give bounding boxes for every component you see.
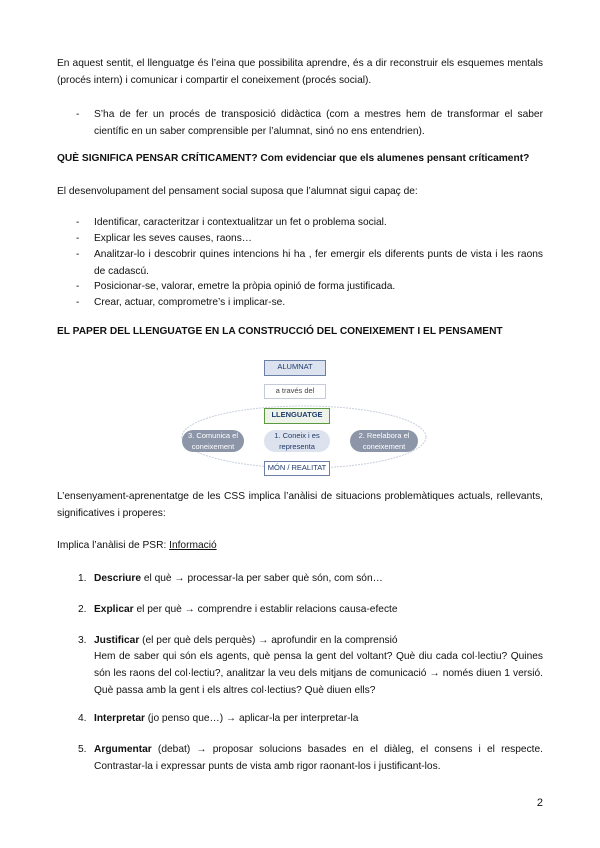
- bullet-dash: -: [76, 297, 80, 308]
- step-rest: (el per què dels perquès) → aprofundir en la comprensió: [139, 635, 398, 646]
- bullet-dash: -: [76, 249, 80, 260]
- intro-paragraph: En aquest sentit, el llenguatge és l’eina que possibilita aprendre, és a dir reconstruir els esquemes mentals (procés intern) i comunicar i compartir el coneixement (procés social).: [57, 58, 543, 86]
- body-paragraph: L’ensenyament-aprenentatge de les CSS implica l’anàlisi de situacions problemàtiques actuals, rellevants, significatives i properes:: [57, 491, 543, 519]
- step-text: [94, 601, 543, 618]
- step-rest: (jo penso que…) → aplicar-la per interpretar-la: [144, 713, 359, 724]
- bullet-dash: -: [76, 109, 80, 120]
- section1-item: Posicionar-se, valorar, emetre la pròpia opinió de forma justificada.: [94, 281, 396, 292]
- section2-heading: EL PAPER DEL LLENGUATGE EN LA CONSTRUCCIÓ DEL CONEIXEMENT I EL PENSAMENT: [57, 326, 503, 337]
- bullet-dash: -: [76, 233, 80, 244]
- intro-bullet: S’ha de fer un procés de transposició didàctica (com a mestres hem de transformar el saber científic en un saber comprensible per l’alumnat, sinó no ens entendrien).: [94, 109, 543, 137]
- comunica-node: 3. Comunica el coneixement: [182, 430, 244, 452]
- page-number: 2: [536, 797, 543, 809]
- step-term: Justificar: [94, 635, 140, 646]
- psr-line: [57, 537, 543, 554]
- step-text: [94, 710, 543, 727]
- reelabora-node: 2. Reelabora el coneixement: [350, 430, 418, 452]
- step-rest: el què → processar-la per saber què són, com són…: [141, 573, 383, 584]
- step-extra: Hem de saber qui són els agents, què pensa la gent del voltant? Què diu cada col·lectiu? Quines són les raons del col·lectiu?, analitzar la veu dels mitjans de comunicació → només diuen 1 versió. Què passa amb la gent i els altres col·lectius? Què diuen ells?: [94, 651, 543, 696]
- section1-heading: QUÈ SIGNIFICA PENSAR CRÍTICAMENT? Com evidenciar que els alumenes pensant críticament?: [57, 153, 530, 164]
- step-term: Interpretar: [94, 713, 145, 724]
- bullet-dash: -: [76, 217, 80, 228]
- llenguatge-box: LLENGUATGE: [264, 408, 330, 424]
- step-number: 4.: [78, 713, 87, 724]
- step-term: Descriure: [94, 573, 142, 584]
- step-term: Argumentar: [94, 744, 152, 755]
- psr-prefix: Implica l’anàlisi de PSR:: [57, 540, 170, 551]
- step-number: 2.: [78, 604, 87, 615]
- section1-item: Analitzar-lo i descobrir quines intencions hi ha , fer emergir els diferents punts de vista i les raons de cadascú.: [94, 249, 543, 277]
- step-number: 3.: [78, 635, 87, 646]
- step-term: Explicar: [94, 604, 134, 615]
- alumnat-box: ALUMNAT: [264, 360, 326, 376]
- step-number: 1.: [78, 573, 87, 584]
- section1-item: Crear, actuar, comprometre’s i implicar-se.: [94, 297, 286, 308]
- section1-lead: El desenvolupament del pensament social suposa que l’alumnat sigui capaç de:: [57, 186, 418, 197]
- coneix-node: 1. Coneix i es representa: [264, 430, 330, 452]
- atraves-box: a través del: [264, 384, 326, 399]
- language-diagram: [178, 357, 430, 477]
- section1-item: Explicar les seves causes, raons…: [94, 233, 252, 244]
- section1-item: Identificar, caracteritzar i contextualitzar un fet o problema social.: [94, 217, 387, 228]
- bullet-dash: -: [76, 281, 80, 292]
- step-rest: (debat) → proposar solucions basades en el diàleg, el consens i el respecte. Contrastar-la i expressar punts de vista amb rigor raonant-los i justificant-los.: [94, 744, 543, 772]
- step-text: [94, 632, 543, 649]
- psr-link: Informació: [169, 540, 217, 551]
- mon-realitat-box: MÓN / REALITAT: [264, 461, 330, 476]
- step-text: [94, 570, 543, 587]
- step-text: [94, 741, 543, 775]
- step-number: 5.: [78, 744, 87, 755]
- step-rest: el per què → comprendre i establir relacions causa-efecte: [133, 604, 398, 615]
